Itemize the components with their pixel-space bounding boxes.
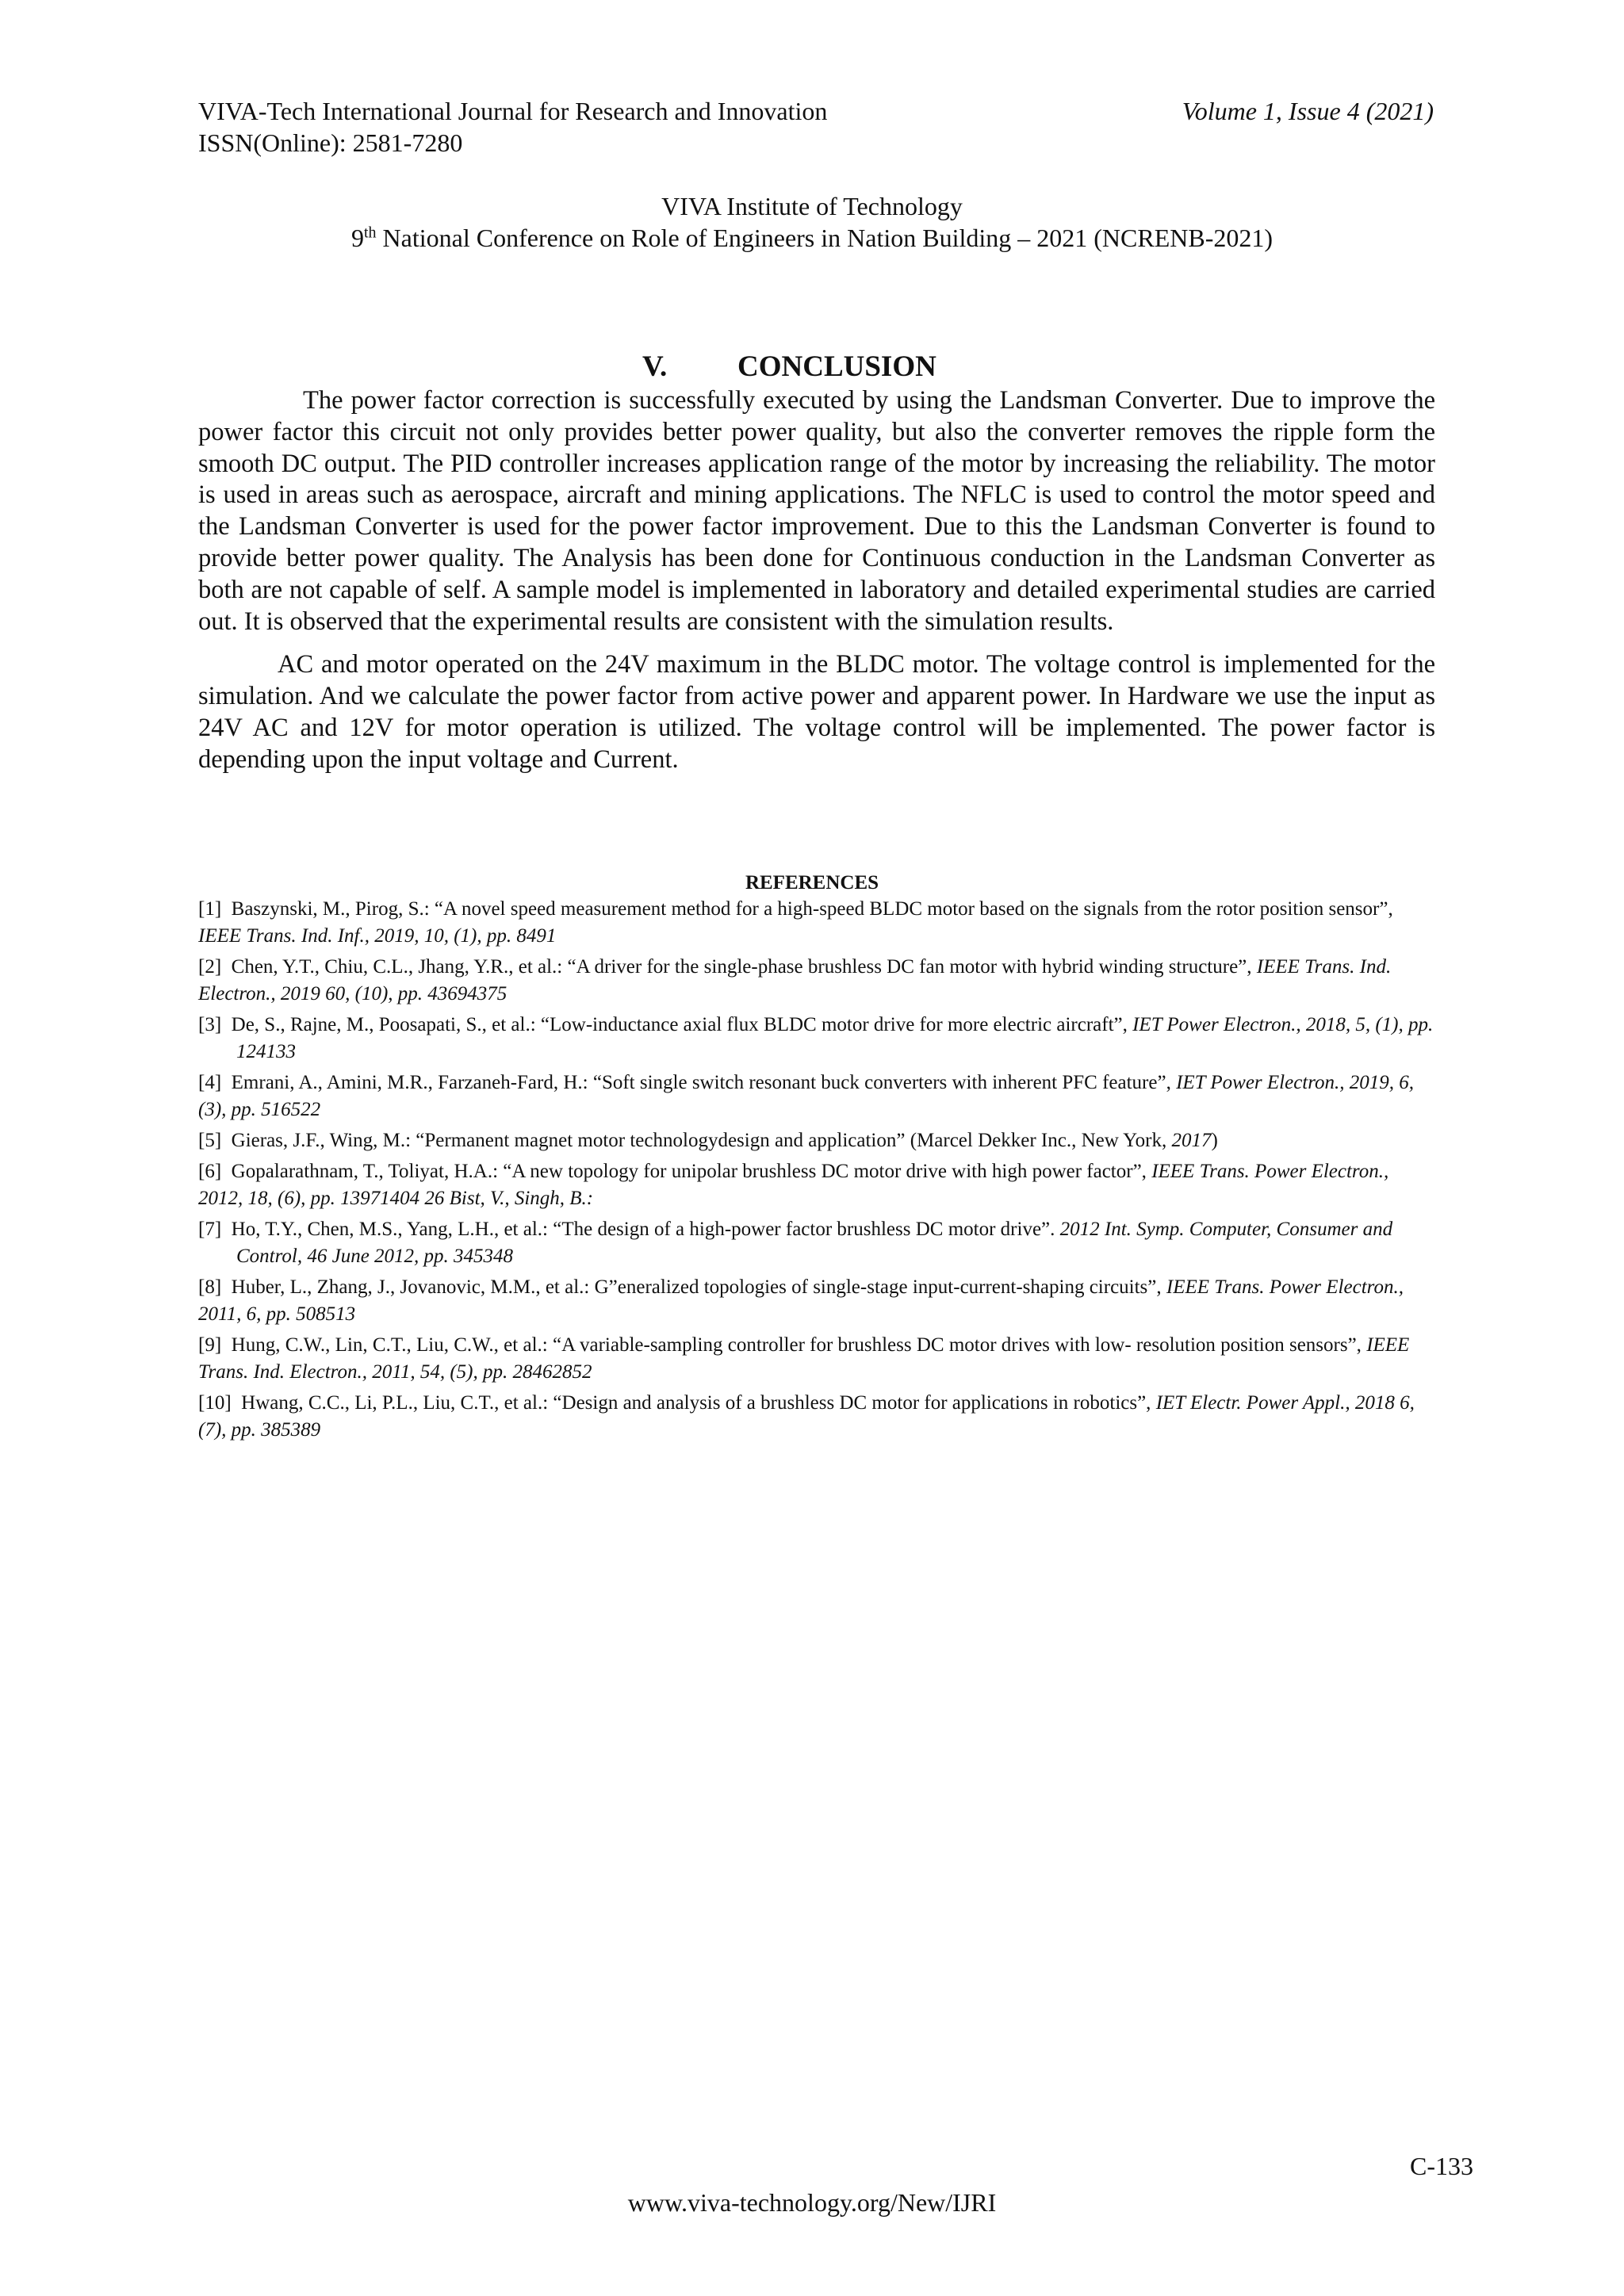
reference-item: [5] Gieras, J.F., Wing, M.: “Permanent magnet motor technologydesign and application” (Marcel Dekker Inc., New York, 2017) (198, 1130, 1218, 1151)
conclusion-body (198, 385, 1435, 788)
reference-item: [6] Gopalarathnam, T., Toliyat, H.A.: “A new topology for unipolar brushless DC motor drive with high power factor”, IEEE Trans. Power Electron., 2012, 18, (6), pp. 13971404 26 Bist, V., Singh, B.: (198, 1161, 1389, 1209)
institute-name: VIVA Institute of Technology (661, 192, 963, 220)
section-number: V. (642, 350, 668, 383)
paragraph: AC and motor operated on the 24V maximum in the BLDC motor. The voltage control is implemented for the simulation. And we calculate the power factor from active power and apparent power. In Hardware we use the input as 24V AC and 12V for motor operation is utilized. The voltage control will be implemented. The power factor is depending upon the input voltage and Current. (198, 650, 1435, 774)
reference-item: [7] Ho, T.Y., Chen, M.S., Yang, L.H., et al.: “The design of a high-power factor brushless DC motor drive”. 2012 Int. Symp. Computer, Consumer and Control, 46 June 2012, pp. 345348 (198, 1219, 1393, 1267)
reference-item: [3] De, S., Rajne, M., Poosapati, S., et al.: “Low-inductance axial flux BLDC motor drive for more electric aircraft”, IET Power Electron., 2018, 5, (1), pp. 124133 (198, 1014, 1434, 1062)
running-header-left (198, 95, 827, 159)
reference-item: [4] Emrani, A., Amini, M.R., Farzaneh-Fard, H.: “Soft single switch resonant buck converters with inherent PFC feature”, IET Power Electron., 2019, 6, (3), pp. 516522 (198, 1072, 1415, 1120)
reference-item: [9] Hung, C.W., Lin, C.T., Liu, C.W., et al.: “A variable-sampling controller for brushless DC motor drives with low- resolution position sensors”, IEEE Trans. Ind. Electron., 2011, 54, (5), pp. 28462852 (198, 1334, 1410, 1383)
section-title: CONCLUSION (737, 350, 936, 383)
references-list (198, 896, 1435, 1448)
reference-item: [2] Chen, Y.T., Chiu, C.L., Jhang, Y.R., et al.: “A driver for the single-phase brushless DC fan motor with hybrid winding structure”, IEEE Trans. Ind. Electron., 2019 60, (10), pp. 43694375 (198, 956, 1392, 1004)
paragraph: The power factor correction is successfully executed by using the Landsman Converter. Due to improve the power factor this circuit not only provides better power quality, but also the converter removes the ripple form the smooth DC output. The PID controller increases application range of the motor by increasing the reliability. The motor is used in areas such as aerospace, aircraft and mining applications. The NFLC is used to control the motor speed and the Landsman Converter is used for the power factor improvement. Due to this the Landsman Converter is found to provide better power quality. The Analysis has been done for Continuous conduction in the Landsman Converter as both are not capable of self. A sample model is implemented in laboratory and detailed experimental studies are carried out. It is observed that the experimental results are consistent with the simulation results. (198, 386, 1435, 636)
conference-name: 9th National Conference on Role of Engineers in Nation Building – 2021 (NCRENB-2021) (350, 224, 1274, 252)
reference-item: [10] Hwang, C.C., Li, P.L., Liu, C.T., et al.: “Design and analysis of a brushless DC motor for applications in robotics”, IET Electr. Power Appl., 2018 6, (7), pp. 385389 (198, 1392, 1415, 1441)
issn: ISSN(Online): 2581-7280 (198, 128, 463, 157)
footer-url: www.viva-technology.org/New/IJRI (627, 2188, 997, 2217)
conference-header (0, 190, 1624, 254)
journal-name: VIVA-Tech International Journal for Research and Innovation (198, 97, 828, 125)
reference-item: [8] Huber, L., Zhang, J., Jovanovic, M.M., et al.: G”eneralized topologies of single-stage input-current-shaping circuits”, IEEE Trans. Power Electron., 2011, 6, pp. 508513 (198, 1276, 1404, 1325)
page-number: C-133 (1410, 2152, 1473, 2180)
volume-issue: Volume 1, Issue 4 (2021) (1182, 97, 1434, 125)
reference-item: [1] Baszynski, M., Pirog, S.: “A novel speed measurement method for a high-speed BLDC motor based on the signals from the rotor position sensor”, IEEE Trans. Ind. Inf., 2019, 10, (1), pp. 8491 (198, 898, 1393, 947)
section-heading (642, 349, 936, 385)
references-heading: REFERENCES (745, 872, 879, 894)
